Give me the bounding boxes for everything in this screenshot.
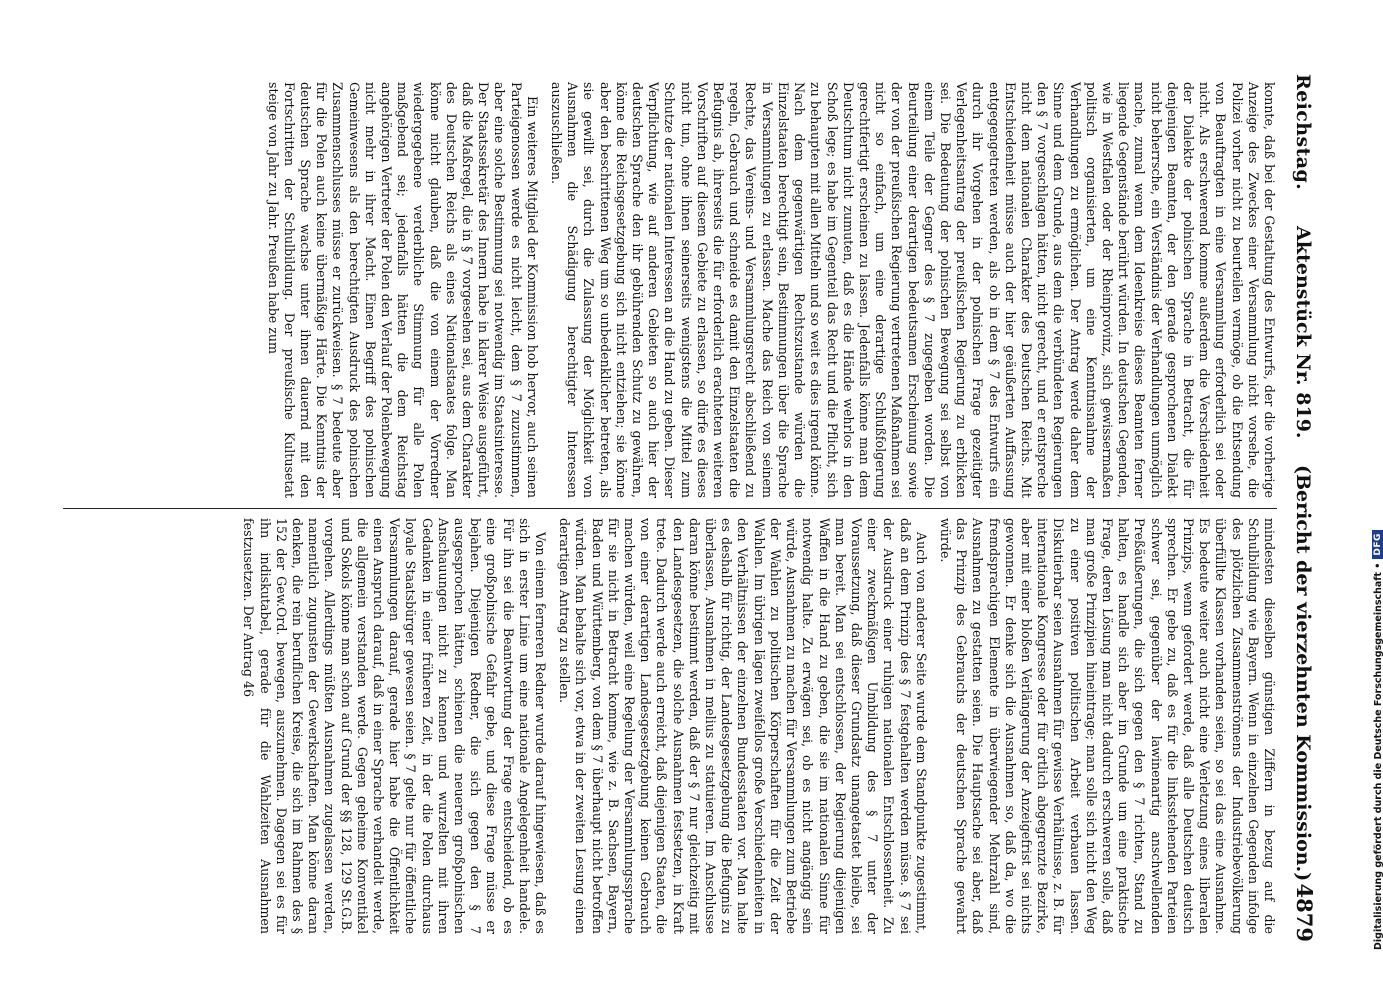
- text-columns: [63, 72, 1277, 944]
- header-aktenstueck: Aktenstück Nr. 819.: [1292, 226, 1314, 439]
- scanned-page: [57, 68, 1317, 948]
- header-subtitle: (Bericht der vierzehnten Kommission.): [1292, 465, 1314, 882]
- page-number: 4879: [1292, 883, 1317, 942]
- digitization-notice: [1372, 10, 1383, 950]
- paragraph: Auch von anderer Seite wurde dem Standpunkte zugestimmt, daß an dem Prinzip des § 7 festgehalten werden müsse. § 7 sei der Ausdruck einer ruhigen nationalen Entschlossenheit. Zu einer zweckmäßigen Umbildung des § 7 unter der Voraussetzung, daß dieser Grundsatz unangetastet bleibe, sei man bereit. Man sei entschlossen, der Regierung diejenigen Waffen in die Hand zu geben, die sie im nationalen Sinne für notwendig halte. Zu erwägen sei, ob es nicht angängig sein würde, Ausnahmen zu machen für Versammlungen zum Betriebe der Wahlen zu politischen Körperschaften für die Zeit der Wahlen. Im übrigen lägen zweifellos große Verschiedenheiten in den Verhältnissen der einzelnen Bundesstaaten vor. Man halte es deshalb für richtig, der Landesgesetzgebung die Befugnis zu überlassen, Ausnahmen in melius zu statuieren. Im Anschlusse daran könne bestimmt werden, daß der § 7 nur gleichzeitig mit den Landesgesetzen, die solche Ausnahmen festsetzen, in Kraft trete. Dadurch werde auch erreicht, daß diejenigen Staaten, die von einer derartigen Landesgesetzgebung keinen Gebrauch machen würden, weil eine Regelung der Versammlungssprache für sie nicht in Betracht komme, wie z. B. Sachsen, Bayern, Baden und Württemberg, von dem § 7 überhaupt nicht betroffen würden. Man behalte sich vor, etwa in der zweiten Lesung einen derartigen Antrag zu stellen.: [557, 518, 929, 934]
- digitization-text: Digitalisierung gefördert durch die Deutsche Forschungsgemeinschaft •: [1372, 562, 1383, 950]
- header-document-number: [1292, 190, 1314, 883]
- paragraph: mindesten dieselben günstigen Ziffern in bezug auf die Schulbildung wie Bayern. Wenn in einzelnen Gegenden infolge des plötzlichen Zusammenströmens der Industriebevölkerung überfüllte Klassen vorhanden seien, so sei das eine Ausnahme. Es bedeute weiter auch nicht eine Verletzung eines liberalen Prinzips, wenn gefordert werde, daß alle Deutschen deutsch sprechen. Er gebe zu, daß es für die linksstehenden Parteien schwer sei, gegenüber der lawinenartig anschwellenden Preßäußerungen, die sich gegen den § 7 richten, Stand zu halten, es handle sich aber im Grunde um eine praktische Frage, deren Lösung man nicht dadurch erschweren solle, daß man große Prinzipien hineintrage; man solle sich nicht den Weg zu einer positiven politischen Arbeit verbauen lassen. Diskutierbar seien Ausnahmen für gewisse Verhältnisse, z. B. für internationale Kongresse oder für örtlich abgegrenzte Bezirke, aber mit einer bloßen Verlängerung der Anzeigefrist sei nichts gewonnen. Er denke sich die Ausnahmen so, daß da, wo die fremdsprachigen Elemente in überwiegender Mehrzahl sind, Ausnahmen zu gestatten seien. Die Hauptsache sei aber, daß das Prinzip des Gebrauchs der deutschen Sprache gewahrt würde.: [937, 518, 1277, 934]
- right-column: [63, 508, 1277, 944]
- paragraph: Von einem ferneren Redner wurde darauf hingewiesen, daß es sich in erster Linie um eine nationale Angelegenheit handele. Für ihn sei die Beantwortung der Frage entscheidend, ob es eine großpolnische Gefahr gebe, und diese Frage müsse er bejahen. Diejenigen Redner, die sich gegen den § 7 ausgesprochen hätten, schienen die neueren großpolnischen Anschauungen nicht zu kennen und wurzelten mit ihren Gedanken in einer früheren Zeit, in der die Polen durchaus loyale Staatsbürger gewesen seien. § 7 gelte nur für öffentliche Versammlungen darauf, gerade hier habe die Öffentlichkeit einen Anspruch darauf, daß in einer Sprache verhandelt werde, die allgemein verstanden werde. Gegen geheime Konventikel und Sokols könne man schon auf Grund der §§ 128, 129 St.G.B. vorgehen. Allerdings müßten Ausnahmen zugelassen werden, namentlich zugunsten der Gewerkschaften. Man könne daran denken, die rein beruflichen Kreise, die sich im Rahmen des § 152 der Gew.Ord. bewegen, auszunehmen. Dagegen sei es für ihn indiskutabel, gerade für die Wahlzeiten Ausnahmen festzusetzen. Der Antrag 46: [241, 518, 549, 934]
- dfg-logo: DFG: [1372, 530, 1383, 559]
- header-reichstag: Reichstag.: [1292, 74, 1314, 191]
- paragraph: konnte, daß bei der Gestaltung des Entwurfs, der die vorherige Anzeige des Zweckes einer Versammlung nicht vorsehe, die Polizei vorher nicht zu beurteilen vermöge, ob die Entsendung von Beauftragten in eine Versammlung erforderlich sei oder nicht. Als erschwerend komme außerdem die Verschiedenheit der Dialekte der polnischen Sprache in Betracht, die für denjenigen Beamten, der den gerade gesprochenen Dialekt nicht beherrsche, ein Verständnis der Verhandlungen unmöglich mache, zumal wenn dem Ideenkreise dieses Beamten ferner liegende Gegenstände berührt würden. In deutschen Gegenden, wie in Westfalen oder der Rheinprovinz, sich gewissermaßen politisch organisierten, um eine Kenntnisnahme der Verhandlungen zu ermöglichen. Der Antrag werde daher dem Sinne und dem Grunde, aus dem die verbündeten Regierungen den § 7 vorgeschlagen hätten, nicht gerecht, und er entspreche nicht dem nationalen Charakter des Deutschen Reichs. Mit Entschiedenheit müsse auch der hier geäußerten Auffassung entgegengetreten werden, als ob in dem § 7 des Entwurfs ein durch ihr Vorgehen in der polnischen Frage gezeitigter Verlegenheitsantrag der preußischen Regierung zu erblicken sei. Die Bedeutung der polnischen Bewegung sei selbst von einem Teile der Gegner des § 7 zugegeben worden. Die Beurteilung einer derartigen bedeutsamen Erscheinung sowie der von der preußischen Regierung vertretenen Maßnahmen sei nicht so einfach, um eine derartige Schlußfolgerung gerechtfertigt erscheinen zu lassen. Jedenfalls könne man dem Deutschtum nicht zumuten, daß es die Hände wehrlos in den Schoß lege; es habe im Gegenteil das Recht und die Pflicht, sich zu behaupten mit allen Mitteln und so weit es dies irgend könne. Nach dem gegenwärtigen Rechtszustande würden die Einzelstaaten berechtigt sein, Bestimmungen über die Sprache in Versammlungen zu erlassen. Mache das Reich von seinem Rechte, das Vereins- und Versammlungsrecht abschließend zu regeln, Gebrauch und schneide es damit den Einzelstaaten die Befugnis ab, ihrerseits die für erforderlich erachteten weiteren Vorschriften auf diesem Gebiete zu erlassen, so dürfe es dieses nicht tun, ohne ihnen seinerseits wenigstens die Mittel zum Schutze der nationalen Interessen an die Hand zu geben. Dieser Verpflichtung, wie auf anderen Gebieten so auch hier der deutschen Sprache den ihr gebührenden Schutz zu gewähren, könne die Reichsgesetzgebung sich nicht entziehen; sie könne aber den beschrittenen Weg um so unbedenklicher betreten, als sie gewillt sei, durch die Zulassung der Möglichkeit von Ausnahmen die Schädigung berechtigter Interessen auszuschließen.: [549, 82, 1277, 498]
- page-header: [1283, 72, 1317, 944]
- column-divider: [63, 508, 1277, 509]
- paragraph: Ein weiteres Mitglied der Kommission hob hervor, auch seinen Parteigenossen werde es nicht leicht, dem § 7 zuzustimmen, aber eine solche Bestimmung sei notwendig im Staatsinteresse. Der Staatssekretär des Innern habe in klarer Weise ausgeführt, daß die Maßregel, die in § 7 vorgesehen sei, aus dem Charakter des Deutschen Reichs als eines Nationalstaates folge. Man könne nicht glauben, daß die von einem der Vorredner wiedergegebene verderbliche Stimmung für alle Polen maßgebend sei; jedenfalls hätten die dem Reichstag angehörigen Vertreter der Polen den Verlauf der Polenbewegung nicht mehr in ihrer Macht. Einen Begriff des polnischen Gemeinwesens als den berechtigten Ausdruck des polnischen Zusammenschlusses müsse er zurückweisen. § 7 bedeute aber für die Polen auch keine übermäßige Härte. Die Kenntnis der deutschen Sprache wachse unter ihnen dauernd mit den Fortschritten der Schulbildung. Der preußische Kultusetat steige von Jahr zu Jahr. Preußen habe zum: [265, 82, 540, 498]
- left-column: [63, 72, 1277, 508]
